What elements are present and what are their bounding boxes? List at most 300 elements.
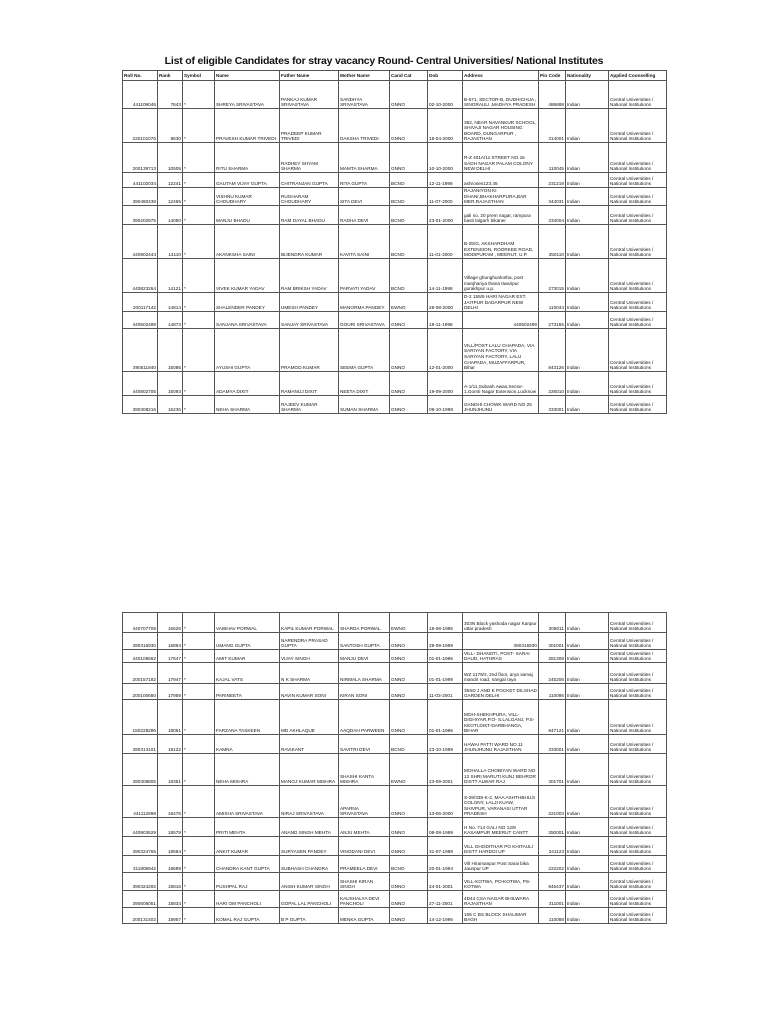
cell-applied: Central Universities / National Institutions <box>609 292 667 311</box>
cell-rank: 8530 <box>158 109 183 143</box>
table-row <box>123 371 667 395</box>
cell-nat: Indian <box>566 143 609 173</box>
cell-father: N K SHARMA <box>280 663 339 684</box>
cell-sym: * <box>183 205 215 224</box>
cell-rank: 18689 <box>158 856 183 873</box>
cell-nat: Indian <box>566 891 609 908</box>
cell-applied: Central Universities / National Institutions <box>609 311 667 328</box>
cell-mother: RITA GUPTA <box>339 173 390 188</box>
cell-cat: BCNO <box>390 258 428 292</box>
cell-dob: 12-01-2000 <box>428 328 463 371</box>
cell-father: CHITRANJAN GUPTA <box>280 173 339 188</box>
column-header: Symbol <box>183 71 215 81</box>
cell-mother: SHASHI KANTA MISHRA <box>339 754 390 786</box>
cell-dob: 13-06-2000 <box>428 786 463 818</box>
table-row <box>123 663 667 684</box>
cell-rank: 18351 <box>158 754 183 786</box>
column-header: Mother Name <box>339 71 390 81</box>
cell-rank: 18584 <box>158 837 183 856</box>
cell-name: NEHA MISHRA <box>215 754 280 786</box>
cell-father: PRAMOD KUMAR <box>280 328 339 371</box>
cell-mother: RADHA DEVI <box>339 205 390 224</box>
cell-nat: Indian <box>566 173 609 188</box>
cell-rank: 17647 <box>158 650 183 663</box>
cell-rank: 12465 <box>158 188 183 206</box>
cell-pin: 334004 <box>539 205 566 224</box>
cell-pin: 843126 <box>539 328 566 371</box>
cell-cat: EWNO <box>390 754 428 786</box>
cell-cat: GNNO <box>390 109 428 143</box>
cell-dob: 11-07-2000 <box>428 188 463 206</box>
cell-father: VIJAY SINGH <box>280 650 339 663</box>
cell-nat: Indian <box>566 735 609 754</box>
cell-father: PANKAJ KUMAR SRIVASTAVA <box>280 81 339 109</box>
cell-applied: Central Universities / National Institutions <box>609 395 667 413</box>
cell-sym: * <box>183 613 215 633</box>
cell-cat: GNNO <box>390 873 428 891</box>
cell-pin: 245206 <box>539 663 566 684</box>
cell-applied: Central Universities / National Institutions <box>609 837 667 856</box>
document-title: List of eligible Candidates for stray vacancy Round- Central Universities/ National Institutes <box>164 55 604 67</box>
cell-roll: 440902444 <box>123 224 158 258</box>
cell-pin: 221003 <box>539 786 566 818</box>
cell-name: HARI OM PANCHOLI <box>215 891 280 908</box>
cell-roll: 441112898 <box>123 786 158 818</box>
cell-addr: Vill Hiramanpur Post Sarai bika Jaunpur UP <box>463 856 539 873</box>
cell-pin: 273155 <box>539 311 566 328</box>
cell-addr: VILL- DHANOTI, POST- SARAI DAUD, HATHRAS <box>463 650 539 663</box>
cell-dob: 14-12-1996 <box>428 908 463 924</box>
table-row <box>123 311 667 328</box>
cell-cat: GNNO <box>390 663 428 684</box>
cell-mother: MANJU DEVI <box>339 650 390 663</box>
cell-name: KAMNA <box>215 735 280 754</box>
cell-mother: SAVITRI DEVI <box>339 735 390 754</box>
cell-pin: 241123 <box>539 837 566 856</box>
cell-applied: Central Universities / National Institutions <box>609 735 667 754</box>
cell-nat: Indian <box>566 856 609 873</box>
cell-roll: 200139713 <box>123 143 158 173</box>
cell-rank: 12241 <box>158 173 183 188</box>
cell-name: VAIBHAV PORWAL <box>215 613 280 633</box>
cell-name: AMISHA SRIVASTAVA <box>215 786 280 818</box>
cell-father: RAJEEV KUMAR SHARMA <box>280 395 339 413</box>
table-row <box>123 292 667 311</box>
cell-rank: 18816 <box>158 873 183 891</box>
cell-roll: 390511840 <box>123 328 158 371</box>
cell-pin: 110088 <box>539 908 566 924</box>
table-row <box>123 700 667 735</box>
cell-cat: GNNO <box>390 395 428 413</box>
cell-sym: * <box>183 633 215 650</box>
cell-rank: 14873 <box>158 311 183 328</box>
cell-dob: 23-09-2001 <box>428 754 463 786</box>
table-row <box>123 735 667 754</box>
cell-addr: 303N Block yashoda nagar Kanpur uttar pradesh <box>463 613 539 633</box>
cell-name: KOMAL RAJ GUPTA <box>215 908 280 924</box>
cell-father: SANJAY SRIVASTAVA <box>280 311 339 328</box>
cell-rank: 14121 <box>158 258 183 292</box>
cell-nat: Indian <box>566 684 609 700</box>
cell-applied: Central Universities / National Institutions <box>609 258 667 292</box>
cell-applied: Central Universities / National Institutions <box>609 205 667 224</box>
table-row <box>123 224 667 258</box>
cell-cat: BCNO <box>390 856 428 873</box>
cell-cat: GNNO <box>390 908 428 924</box>
cell-father: RAMANUJ DIXIT <box>280 371 339 395</box>
cell-father: BIJENDRA KUMAR <box>280 224 339 258</box>
cell-sym: * <box>183 891 215 908</box>
cell-nat: Indian <box>566 258 609 292</box>
cell-dob: 28-08-2000 <box>428 292 463 311</box>
cell-addr: B-571, SECTOR-B, DUDHICHUA , SINGRAULI ,MADHYA PRADESH <box>463 81 539 109</box>
cell-cat: GNNO <box>390 786 428 818</box>
cell-mother: KAVITA SAINI <box>339 224 390 258</box>
table-row <box>123 891 667 908</box>
table-row <box>123 837 667 856</box>
cell-cat: GNNO <box>390 633 428 650</box>
cell-father: SURYASEN PANDEY <box>280 837 339 856</box>
cell-roll: 200100650 <box>123 684 158 700</box>
cell-roll: 440108562 <box>123 650 158 663</box>
cell-mother: PARVATI YADAV <box>339 258 390 292</box>
cell-addr: 35SD J AND K POCKET DILSHAD GARDEN DELHI <box>463 684 539 700</box>
cell-sym: * <box>183 735 215 754</box>
cell-rank: 18122 <box>158 735 183 754</box>
column-header: Pin Code <box>539 71 566 81</box>
cell-addr: MOH-SHEKHPURA, VILL-DIGHIYAR,P.O- S.LALGANJ, P.S- KEOTI,DIST-DARBHANGA, BIHAR <box>463 700 539 735</box>
table-row <box>123 908 667 924</box>
table-row <box>123 786 667 818</box>
cell-mother: SANTOSH GUPTA <box>339 633 390 650</box>
cell-sym: * <box>183 873 215 891</box>
table-row <box>123 258 667 292</box>
table-row <box>123 754 667 786</box>
cell-mother: KIRAN SONI <box>339 684 390 700</box>
cell-nat: Indian <box>566 837 609 856</box>
cell-sym: * <box>183 328 215 371</box>
cell-cat: GNNO <box>390 818 428 837</box>
cell-dob: 20-01-1994 <box>428 856 463 873</box>
cell-cat: GNNO <box>390 371 428 395</box>
cell-cat: BCNO <box>390 735 428 754</box>
cell-dob: 27-11-2001 <box>428 891 463 908</box>
cell-addr: D-2 155/5 HARI NAGAR EXT. JAITPUR BADARPUR NEW DELHI <box>463 292 539 311</box>
cell-addr: 440502499 <box>463 311 539 328</box>
cell-applied: Central Universities / National Institutions <box>609 371 667 395</box>
cell-roll: 220101075 <box>123 109 158 143</box>
cell-mother: MANORMA PANDEY <box>339 292 390 311</box>
cell-sym: * <box>183 109 215 143</box>
cell-dob: 18-11-1998 <box>428 311 463 328</box>
cell-cat: EWNO <box>390 292 428 311</box>
cell-addr: 390316930 <box>463 633 539 650</box>
cell-applied: Central Universities / National Institutions <box>609 908 667 924</box>
cell-addr: MOHALLA CHOBIYAN WARD NO 12 SHRI MARUTI KUNJ BEHROR DISTT ALWAR RAJ <box>463 754 539 786</box>
cell-roll: 390308805 <box>123 754 158 786</box>
cell-roll: 200157182 <box>123 663 158 684</box>
cell-mother: AAQDAH PARWEEN <box>339 700 390 735</box>
cell-name: CHANDRA KANT GUPTA <box>215 856 280 873</box>
cell-cat: BCNO <box>390 224 428 258</box>
cell-father: ANAND SINGH MEHTA <box>280 818 339 837</box>
cell-rank: 16626 <box>158 613 183 633</box>
cell-roll: 390202975 <box>123 205 158 224</box>
cell-mother: NIRMALA SHARMA <box>339 663 390 684</box>
cell-name: PARINEETA <box>215 684 280 700</box>
cell-dob: 01-01-1996 <box>428 700 463 735</box>
cell-mother: DAKSHA TRIVEDI <box>339 109 390 143</box>
cell-pin: 231219 <box>539 173 566 188</box>
cell-applied: Central Universities / National Institutions <box>609 873 667 891</box>
table-row <box>123 173 667 188</box>
cell-roll: 441109046 <box>123 81 158 109</box>
cell-applied: Central Universities / National Institutions <box>609 143 667 173</box>
cell-cat: GNNO <box>390 837 428 856</box>
cell-name: PRITI MEHTA <box>215 818 280 837</box>
cell-addr: VILL-KOTWA, PO-KOTWA, PS-KOTWA <box>463 873 539 891</box>
cell-rank: 14110 <box>158 224 183 258</box>
cell-rank: 17959 <box>158 684 183 700</box>
cell-addr: HAWAI PATTI WARD NO.11 JHUNJHUNU RAJASTHAN <box>463 735 539 754</box>
cell-name: AYUSHI GUPTA <box>215 328 280 371</box>
column-header: Applied Counselling <box>609 71 667 81</box>
cell-pin: 333001 <box>539 395 566 413</box>
cell-addr: 106 C BS BLOCK SHALIMAR BAGH <box>463 908 539 924</box>
cell-roll: 390313101 <box>123 735 158 754</box>
cell-pin: 486888 <box>539 81 566 109</box>
cell-applied: Central Universities / National Institutions <box>609 754 667 786</box>
cell-sym: * <box>183 818 215 837</box>
cell-mother: SUMAN SHARMA <box>339 395 390 413</box>
cell-roll: 311808942 <box>123 856 158 873</box>
cell-pin: 845437 <box>539 873 566 891</box>
cell-sym: * <box>183 663 215 684</box>
cell-sym: * <box>183 292 215 311</box>
cell-father: SUBHASH CHANDRA <box>280 856 339 873</box>
cell-applied: Central Universities / National Institutions <box>609 663 667 684</box>
table-row <box>123 613 667 633</box>
cell-name: NEHA SHARMA <box>215 395 280 413</box>
cell-mother: MENKA GUPTA <box>339 908 390 924</box>
table-row <box>123 109 667 143</box>
cell-addr: B-25/G, AKSHARDHAM EXTENSION, ROORKEE ROAD, MODIPURAM , MEERUT, U.P. <box>463 224 539 258</box>
cell-addr: S-29/338-K-2, MAA ASHTHBHUJI COLONY, LALJI KUAW, SHIVPUR, VARANASI UTTAR PRADESH <box>463 786 539 818</box>
cell-father: ANISH KUMAR SINGH <box>280 873 339 891</box>
cell-nat: Indian <box>566 754 609 786</box>
cell-pin: 222202 <box>539 856 566 873</box>
candidates-table-page-2 <box>122 612 667 924</box>
cell-name: MANJU BHADU <box>215 205 280 224</box>
cell-pin: 344031 <box>539 188 566 206</box>
cell-father: NIRAJ SRIVASTAVA <box>280 786 339 818</box>
cell-roll: 440502499 <box>123 311 158 328</box>
cell-dob: 01-01-1999 <box>428 663 463 684</box>
table-row <box>123 81 667 109</box>
cell-roll: 390316930 <box>123 633 158 650</box>
cell-name: ADAMYA DIXIT <box>215 371 280 395</box>
cell-pin: 847121 <box>539 700 566 735</box>
cell-applied: Central Universities / National Institutions <box>609 650 667 663</box>
cell-roll: 390480438 <box>123 188 158 206</box>
cell-father: RAVIKANT <box>280 735 339 754</box>
cell-dob: 31-07-1998 <box>428 837 463 856</box>
cell-father: PRADEEP KUMAR TRIVEDI <box>280 109 339 143</box>
cell-cat: GNNO <box>390 684 428 700</box>
cell-pin: 250110 <box>539 224 566 258</box>
cell-dob: 29-09-1999 <box>428 633 463 650</box>
cell-nat: Indian <box>566 873 609 891</box>
cell-mother: SEEMA GUPTA <box>339 328 390 371</box>
cell-addr: Village ghunghunkotha, post manjhariya thana tiwaripur gorakhpur u.p. <box>463 258 539 292</box>
cell-dob: 18-04-2000 <box>428 109 463 143</box>
table-row <box>123 205 667 224</box>
cell-name: SANJANA SRIVASTAVA <box>215 311 280 328</box>
cell-mother: APARNA SRIVASTAVA <box>339 786 390 818</box>
cell-addr: gali no. 20 prem nagar, rampura basti lalgarh bikaner <box>463 205 539 224</box>
cell-roll: 440823264 <box>123 258 158 292</box>
cell-name: GAUTAM VIJAY GUPTA <box>215 173 280 188</box>
cell-pin: 314001 <box>539 109 566 143</box>
cell-nat: Indian <box>566 786 609 818</box>
cell-rank: 7643 <box>158 81 183 109</box>
cell-sym: * <box>183 908 215 924</box>
cell-addr: A-1/11,Subash Awas,Sector-1,Gomti Nagar Extension,Lucknow <box>463 371 539 395</box>
column-header: Dob <box>428 71 463 81</box>
table-row <box>123 873 667 891</box>
column-header: Roll No. <box>123 71 158 81</box>
column-header: Address <box>463 71 539 81</box>
cell-nat: Indian <box>566 633 609 650</box>
cell-rank: 18476 <box>158 786 183 818</box>
table-row <box>123 684 667 700</box>
cell-mother: SHASHI KIRAN SINGH <box>339 873 390 891</box>
cell-nat: Indian <box>566 663 609 684</box>
cell-name: VISHNU KUMAR CHOUDHARY <box>215 188 280 206</box>
cell-addr: WZ 1179/3, 2nd floor, arya samaj mandir road, nangal raya <box>463 663 539 684</box>
cell-name: FARZANA TASKEEN <box>215 700 280 735</box>
cell-sym: * <box>183 837 215 856</box>
cell-mother: SITA DEVI <box>339 188 390 206</box>
cell-mother: PRAMEELA DEVI <box>339 856 390 873</box>
cell-sym: * <box>183 754 215 786</box>
cell-sym: * <box>183 81 215 109</box>
candidates-table-page-1 <box>122 70 667 414</box>
cell-rank: 16093 <box>158 371 183 395</box>
table-row <box>123 818 667 837</box>
cell-addr: 382, NEAR NAVANKUR SCHOOL, SHIVAJI NAGAR HOUSING BOARD, DUNGARPUR , RAJASTHAN <box>463 109 539 143</box>
cell-pin: 311001 <box>539 891 566 908</box>
cell-sym: * <box>183 188 215 206</box>
cell-dob: 23-01-2000 <box>428 205 463 224</box>
cell-rank: 10505 <box>158 143 183 173</box>
cell-cat: GNNO <box>390 143 428 173</box>
cell-dob: 09-10-1998 <box>428 395 463 413</box>
cell-roll: 440707709 <box>123 613 158 633</box>
cell-dob: 24-01-2001 <box>428 873 463 891</box>
cell-pin: 110044 <box>539 292 566 311</box>
cell-name: UMANG GUPTA <box>215 633 280 650</box>
cell-addr: GANDHI CHOWK WARD NO.25 JHUNJHUNU <box>463 395 539 413</box>
cell-dob: 08-08-1999 <box>428 818 463 837</box>
cell-name: SHALENDER PANDEY <box>215 292 280 311</box>
cell-nat: Indian <box>566 818 609 837</box>
cell-addr: H No. 714 GALI NO 12/8 KASAMPUR MEERUT CANTT <box>463 818 539 837</box>
cell-father: KAPIL KUMAR PORWAL <box>280 613 339 633</box>
cell-nat: Indian <box>566 613 609 633</box>
cell-nat: Indian <box>566 292 609 311</box>
cell-name: PRAVESH KUMAR TRIVEDI <box>215 109 280 143</box>
cell-sym: * <box>183 173 215 188</box>
cell-sym: * <box>183 311 215 328</box>
cell-cat: GNNO <box>390 81 428 109</box>
cell-mother: GOURI SRIVASTAVA <box>339 311 390 328</box>
table-row <box>123 143 667 173</box>
cell-name: SHREYA SRIVASTAVA <box>215 81 280 109</box>
cell-father: RADHEY SHYAM SHARMA <box>280 143 339 173</box>
cell-sym: * <box>183 371 215 395</box>
table-row <box>123 633 667 650</box>
cell-applied: Central Universities / National Institutions <box>609 700 667 735</box>
cell-rank: 16894 <box>158 633 183 650</box>
cell-roll: 390308216 <box>123 395 158 413</box>
cell-pin: 273015 <box>539 258 566 292</box>
cell-mother: KAUSHALYA DEVI PANCHOLI <box>339 891 390 908</box>
cell-nat: Indian <box>566 700 609 735</box>
cell-mother: SHARDA PORWAL <box>339 613 390 633</box>
cell-cat: GNNO <box>390 328 428 371</box>
cell-dob: 12-11-1999 <box>428 173 463 188</box>
cell-dob: 19-09-2000 <box>428 371 463 395</box>
cell-rank: 16236 <box>158 395 183 413</box>
cell-roll: 440903629 <box>123 818 158 837</box>
cell-roll: 150228296 <box>123 700 158 735</box>
cell-name: AKANKSHA SAINI <box>215 224 280 258</box>
cell-father: GOPAL LAL PANCHOLI <box>280 891 339 908</box>
cell-dob: 14-11-1998 <box>428 258 463 292</box>
cell-nat: Indian <box>566 109 609 143</box>
cell-roll: 390606051 <box>123 891 158 908</box>
cell-sym: * <box>183 856 215 873</box>
cell-dob: 01-01-1996 <box>428 650 463 663</box>
cell-father: NAVIN KUMAR SONI <box>280 684 339 700</box>
cell-applied: Central Universities / National Institutions <box>609 173 667 188</box>
cell-nat: Indian <box>566 311 609 328</box>
cell-cat: GNNO <box>390 891 428 908</box>
cell-father: NARENDRA PRASAD GUPTA <box>280 633 339 650</box>
cell-sym: * <box>183 395 215 413</box>
cell-pin: 250001 <box>539 818 566 837</box>
cell-father: RAM BRIKSH YADAV <box>280 258 339 292</box>
cell-name: ANKIT KUMAR <box>215 837 280 856</box>
cell-sym: * <box>183 786 215 818</box>
cell-applied: Central Universities / National Institutions <box>609 891 667 908</box>
cell-rank: 18957 <box>158 908 183 924</box>
column-header: Cand Cat <box>390 71 428 81</box>
cell-nat: Indian <box>566 224 609 258</box>
cell-dob: 18-08-1996 <box>428 613 463 633</box>
cell-mother: NEETA DIXIT <box>339 371 390 395</box>
cell-applied: Central Universities / National Institutions <box>609 109 667 143</box>
cell-cat: BCNO <box>390 205 428 224</box>
cell-applied: Central Universities / National Institutions <box>609 786 667 818</box>
cell-nat: Indian <box>566 328 609 371</box>
cell-cat: GNNO <box>390 311 428 328</box>
cell-rank: 18834 <box>158 891 183 908</box>
cell-name: AMIT KUMAR <box>215 650 280 663</box>
cell-applied: Central Universities / National Institutions <box>609 856 667 873</box>
cell-cat: GNNO <box>390 650 428 663</box>
